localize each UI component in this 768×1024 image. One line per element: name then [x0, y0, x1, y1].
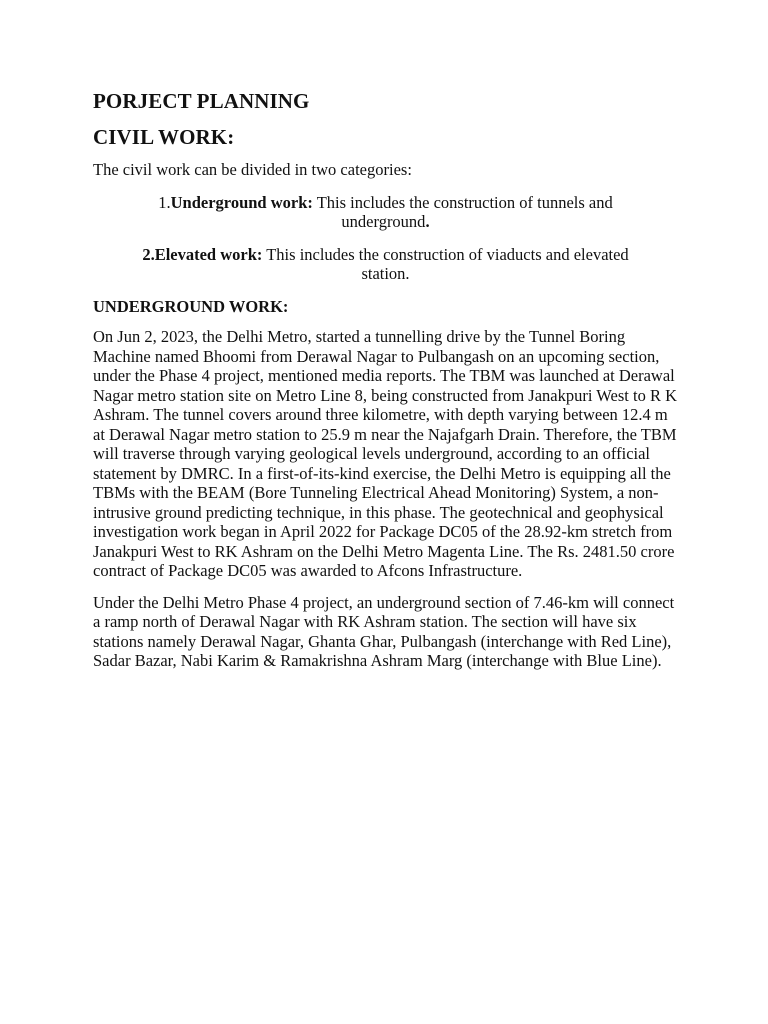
category-term: Underground work: [170, 192, 313, 212]
document-body [93, 88, 678, 671]
paragraph: Under the Delhi Metro Phase 4 project, an underground section of 7.46-km will connect a ramp north of Derawal Nagar with RK Ashram station. The section will have six stations namely Derawal Nagar, Ghanta Ghar, Pulbangash (interchange with Red Line), Sadar Bazar, Nabi Karim & Ramakrishna Ashram Marg (interchange with Blue Line). [93, 592, 675, 670]
category-number: 1. [158, 192, 171, 212]
category-description: This includes the construction of tunnels and underground [312, 192, 613, 231]
section-heading-underground-work: UNDERGROUND WORK: [93, 296, 289, 316]
category-number: 2. [142, 244, 155, 264]
paragraph: On Jun 2, 2023, the Delhi Metro, started a tunnelling drive by the Tunnel Boring Machine named Bhoomi from Derawal Nagar to Pulbangash on an upcoming section, under the Phase 4 project, mentioned media reports. The TBM was launched at Derawal Nagar metro station site on Metro Line 8, being constructed from Janakpuri West to R K Ashram. The tunnel covers around three kilometre, with depth varying between 12.4 m at Derawal Nagar metro station to 25.9 m near the Najafgarh Drain. Therefore, the TBM will traverse through varying geological levels underground, according to an official statement by DMRC. In a first-of-its-kind exercise, the Delhi Metro is equipping all the TBMs with the BEAM (Bore Tunneling Electrical Ahead Monitoring) System, a non-intrusive ground predicting technique, in this phase. The geotechnical and geophysical investigation work began in April 2022 for Package DC05 of the 28.92-km stretch from Janakpuri West to RK Ashram on the Delhi Metro Magenta Line. The Rs. 2481.50 crore contract of Package DC05 was awarded to Afcons Infrastructure. [93, 327, 677, 580]
category-period: . [425, 212, 430, 231]
category-elevated [93, 245, 678, 284]
section-title-civil-work: CIVIL WORK: [93, 125, 235, 149]
page-title: PORJECT PLANNING [93, 89, 310, 113]
category-term: Elevated work: [154, 244, 263, 264]
intro-text: The civil work can be divided in two categories: [93, 160, 412, 179]
category-underground [93, 193, 678, 232]
category-description: This includes the construction of viaducts and elevated station. [262, 244, 629, 283]
